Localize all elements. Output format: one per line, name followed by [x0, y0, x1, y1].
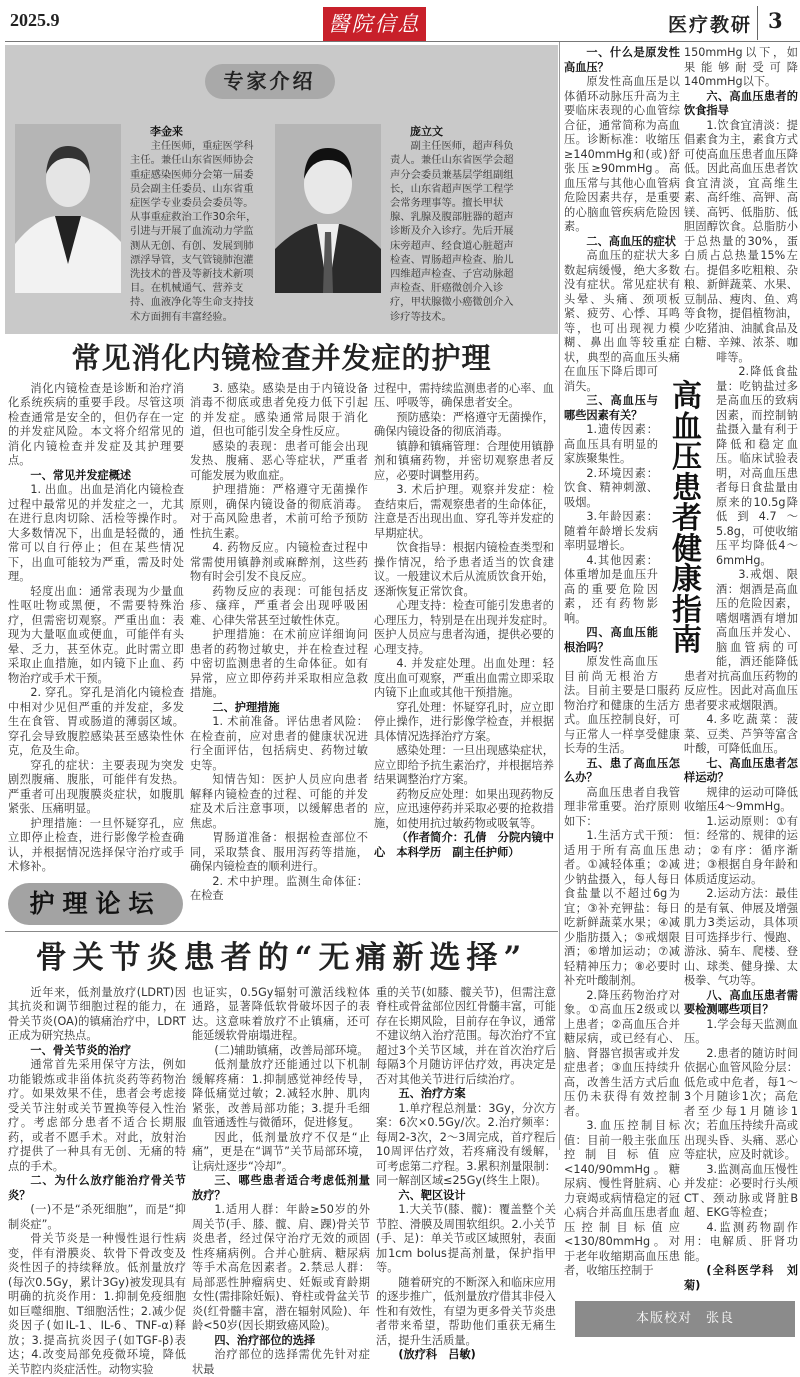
nursing-column-2 — [190, 382, 368, 925]
expert-name: 庞立文 — [410, 125, 443, 138]
paragraph: 重的关节(如膝、髋关节)，但需注意脊柱或骨盆部位因红骨髓丰富，可能存在长期风险，目前存在争议，通常不建议纳入治疗范围。每次治疗不宜超过3个关节区域，并在首次治疗后每隔3个月随访评估疗效，再决定是否对其他关节进行后续治疗。 — [376, 985, 556, 1086]
paragraph: 感染的表现：患者可能会出现发热、腹痛、恶心等症状，严重者可能发展为败血症。 — [190, 439, 368, 482]
newspaper-logo: 醫院信息 — [323, 7, 426, 41]
nursing-article-title: 常见消化内镜检查并发症的护理 — [71, 340, 492, 375]
paragraph: 1.生活方式干预：适用于所有高血压患者。①减轻体重；②减少钠盐摄入，每人每日食盐量以不超过6g为宜；③补充钾盐：每日吃新鲜蔬菜水果；④减少脂肪摄入；⑤戒烟限酒；⑥增加运动；⑦减轻精神压力；⑧必要时补充叶酸制剂。 — [564, 829, 680, 987]
hypertension-vertical-title: 高血压患者健康指南 — [672, 379, 702, 658]
expert-photo — [275, 124, 381, 293]
paragraph: 知情告知：医护人员应向患者解释内镜检查的过程、可能的并发症及术后注意事项，以缓解患者的焦虑。 — [190, 773, 368, 830]
paragraph: 治疗部位的选择需优先针对症状最 — [192, 1348, 370, 1376]
section-heading: 三、高血压与哪些因素有关？ — [564, 394, 658, 422]
arthritis-column-1 — [8, 986, 186, 1377]
paragraph: 2. 穿孔。穿孔是消化内镜检查中相对少见但严重的并发症，多发生在食管、胃或肠道的薄弱区域。穿孔会导致腹腔感染甚至感染性休克，危及生命。 — [8, 686, 184, 758]
paragraph: 4. 并发症处理。出血处理：轻度出血可观察，严重出血需立即采取内镜下止血或其他干预措施。 — [374, 657, 554, 700]
byline: （作者简介：孔倩 分院内镜中心 本科学历 副主任护师） — [374, 831, 554, 859]
paragraph: 低剂量放疗还能通过以下机制缓解疼痛：1.抑制感觉神经传导，降低痛觉过敏；2.减轻水肿、肌肉紧张，改善局部功能；3.提升毛细血管通透性与微循环，促进修复。 — [192, 1058, 370, 1130]
section-heading: 三、哪些患者适合考虑低剂量放疗？ — [192, 1174, 370, 1202]
expert-bio — [130, 125, 260, 324]
paragraph: 4.其他因素：体重增加是血压升高的重要危险因素，还有药物影响。 — [564, 553, 658, 625]
section-heading: 八、高血压患者需要检测哪些项目？ — [684, 988, 798, 1016]
paragraph: 2. 术中护理。监测生命体征：在检查 — [190, 874, 368, 903]
paragraph: 3.年龄因素：随着年龄增长发病率明显增长。 — [564, 510, 658, 552]
paragraph: 饮食指导：根据内镜检查类型和操作情况，给予患者适当的饮食建议。一般建议术后从流质饮食开始，逐渐恢复正常饮食。 — [374, 541, 554, 598]
paragraph: 因此，低剂量放疗不仅是“止痛”，更是在“调节”关节局部环境，让病灶逐步“冷却”。 — [192, 1130, 370, 1173]
paragraph: 4.监测药物副作用：电解质、肝肾功能。 — [684, 1220, 798, 1263]
expert-photo — [15, 124, 121, 293]
paragraph: 4. 药物反应。内镜检查过程中常需使用镇静剂或麻醉剂，这些药物有时会引发不良反应。 — [190, 541, 368, 584]
paragraph: 护理措施：一旦怀疑穿孔，应立即停止检查，进行影像学检查确认，并根据情况选择保守治疗或手术修补。 — [8, 816, 184, 874]
nursing-column-1-wrap — [8, 382, 184, 925]
section-heading: 五、患了高血压怎么办？ — [564, 756, 680, 784]
paragraph: 1.运动原则：①有恒：经常的、规律的运动；②有序：循序渐进；③根据自身年龄和体质适度运动。 — [684, 814, 798, 886]
byline: (全科医学科 刘菊) — [684, 1264, 798, 1292]
arthritis-column-3 — [376, 986, 556, 1377]
paragraph: 1.学会每天监测血压。 — [684, 1017, 798, 1045]
paragraph: 3. 术后护理。观察并发症：检查结束后，需观察患者的生命体征，注意是否出现出血、穿孔等并发症的早期症状。 — [374, 483, 554, 540]
issue-date: 2025.9 — [10, 10, 60, 30]
section-heading: 二、为什么放疗能治疗骨关节炎？ — [8, 1174, 186, 1202]
paragraph: 2.运动方法：最佳的是有氧、伸展及增强肌力3类运动，具体项目可选择步行、慢跑、游泳、骑车、爬楼、登山、球类、健身操、太极拳、气功等。 — [684, 887, 798, 987]
paragraph: 1. 出血。出血是消化内镜检查过程中最常见的并发症之一，尤其在进行息肉切除、活检等操作时。大多数情况下，出血是轻微的，通常可以自行停止；但在某些情况下，出血可能较为严重，需及时处理。 — [8, 483, 184, 584]
paragraph: 近年来，低剂量放疗(LDRT)因其抗炎和调节细胞过程的能力，在骨关节炎(OA)的镇痛治疗中，LDRT正成为研究热点。 — [8, 985, 186, 1043]
section-heading: 二、护理措施 — [212, 700, 280, 714]
section-heading: 一、常见并发症概述 — [30, 468, 132, 482]
paragraph: 3.血压控制目标值：目前一般主张血压控制目标值应<140/90mmHg。糖尿病、慢性肾脏病、心力衰竭或病情稳定的冠心病合并高血压患者血压控制目标值应<130/80mmHg。对于老年收缩期高血压患者，收缩压控制于 — [564, 1119, 680, 1277]
header-rule — [5, 41, 800, 42]
main-content — [5, 45, 558, 1377]
arthritis-article-title: 骨关节炎患者的“无痛新选择” — [35, 939, 528, 976]
paragraph: 3.戒烟、限酒：烟酒是高血压的危险因素，嗜烟嗜酒有增加高血压并发心、脑血管病的可能，酒还能降低患者对抗高血压药物的反应性。因此对高血压患者要求戒烟限酒。 — [684, 568, 798, 712]
paragraph: (二)辅助镇痛，改善局部环境。 — [214, 1043, 369, 1057]
section-heading: 五、治疗方案 — [398, 1087, 466, 1101]
arthritis-columns — [5, 986, 558, 1377]
paragraph: 1.遗传因素：高血压具有明显的家族聚集性。 — [564, 423, 658, 465]
nursing-column-1 — [8, 382, 184, 875]
paragraph: 2.降低食盐量：吃钠盐过多是高血压的致病因素，而控制钠盐摄入量有利于降低和稳定血压。临床试验表明，对高血压患者每日食盐量由原来的10.5g降低到4.7～5.8g，可使收缩压平均降低4～6mmHg。 — [716, 365, 798, 567]
section-heading: 四、治疗部位的选择 — [214, 1333, 316, 1347]
paragraph: 原发性高血压目前尚无根治方法。目前主要是口服药物治疗和健康的生活方式。血压控制良好，可与正常人一样享受健康长寿的生活。 — [564, 655, 680, 755]
paragraph: 穿孔的症状：主要表现为突发剧烈腹痛、腹胀，可能伴有发热。严重者可出现腹膜炎症状，如腹肌紧张、压痛明显。 — [8, 758, 184, 816]
paragraph: 消化内镜检查是诊断和治疗消化系统疾病的重要手段。尽管这项检查通常是安全的，但仍存在一定的并发症风险。本文将介绍常见的消化内镜检查并发症及其护理要点。 — [8, 381, 184, 468]
paragraph: 随着研究的不断深入和临床应用的逐步推广，低剂量放疗借其非侵入性和有效性，有望为更多骨关节炎患者带来希望，帮助他们重获无痛生活，提升生活质量。 — [376, 1275, 556, 1347]
section-heading: 六、靶区设计 — [398, 1188, 466, 1202]
paragraph: 穿孔处理：怀疑穿孔时，应立即停止操作，进行影像学检查，并根据具体情况选择治疗方案。 — [374, 700, 554, 743]
paragraph: 护理措施：在术前应详细询问患者的药物过敏史，并在检查过程中密切监测患者的生命体征。如有异常，应立即停药并采取相应急救措施。 — [190, 628, 368, 700]
hypertension-column-2-text — [684, 46, 798, 1293]
section-heading: 七、高血压患者怎样运动？ — [684, 756, 798, 784]
nursing-forum-badge: 护理论坛 — [8, 883, 183, 925]
paragraph: 1.大关节(膝、髋)：覆盖整个关节腔、滑膜及周围软组织。2.小关节(手、足)：单关节或区域照射，表面加1cm bolus提高剂量，保护指甲等。 — [376, 1203, 556, 1275]
paragraph: 2.患者的随访时间依据心血管风险分层：低危或中危者，每1～3个月随诊1次；高危者至少每1月随诊1次；若血压持续升高或出现头昏、头痛、恶心等症状，应及时就诊。 — [684, 1046, 798, 1161]
paragraph: 药物反应的表现：可能包括皮疹、瘙痒，严重者会出现呼吸困难、心律失常甚至过敏性休克。 — [190, 584, 368, 627]
paragraph: 1.适用人群：年龄≥50岁的外周关节(手、膝、髋、肩、踝)骨关节炎患者，经过保守治疗无效的顽固性疼痛病例。合并心脏病、糖尿病等手术高危因素者。2.禁忌人群：局部恶性肿瘤病史、妊娠或育龄期女性(需排除妊娠)、脊柱或骨盆关节炎(红骨髓丰富，潜在辐射风险)、年龄<50岁(因长期致癌风险)。 — [192, 1203, 370, 1333]
paragraph: 预防感染：严格遵守无菌操作，确保内镜设备的彻底消毒。 — [374, 410, 554, 439]
page-number: 3 — [768, 8, 783, 33]
hypertension-columns — [564, 46, 798, 1293]
column-divider — [559, 42, 560, 1150]
section-heading: 六、高血压患者的饮食指导 — [684, 89, 798, 117]
paragraph: 护理措施：严格遵守无菌操作原则，确保内镜设备的彻底消毒。对于高风险患者，术前可给予预防性抗生素。 — [190, 483, 368, 540]
expert-bio-text: 主任医师，重症医学科主任。兼任山东省医师协会重症感染医师分会第一届委员会副主任委员、山东省重症医学专业委员会委员等。从事重症救治工作30余年，引进与开展了血流动力学监测从无创、有创、发展到肺漂浮导管，支气管镜肺泡灌洗技术的普及等新技术新项目。在机械通气、营养支持、血液净化等生命支持技术方面拥有丰富经验。 — [130, 140, 257, 323]
paragraph: (一)不是“杀死细胞”，而是“抑制炎症”。 — [8, 1203, 186, 1231]
section-heading: 一、什么是原发性高血压？ — [564, 46, 680, 74]
paragraph: 心理支持：检查可能引发患者的心理压力，特别是在出现并发症时。医护人员应与患者沟通，提供必要的心理支持。 — [374, 599, 554, 656]
paragraph: 高血压患者自我管理非常重要。治疗原则如下： — [564, 785, 680, 828]
expert-bio — [390, 125, 520, 324]
expert-list — [5, 124, 558, 324]
expert-intro-panel — [5, 45, 558, 334]
paragraph: 也证实，0.5Gy辐射可激活线粒体通路，显著降低软骨破坏因子的表达。这意味着放疗不止镇痛，还可能延缓软骨崩塌进程。 — [192, 985, 370, 1043]
paragraph: 3.监测高血压慢性并发症：必要时行头颅CT、颈动脉或肾脏B超、EKG等检查； — [684, 1162, 798, 1219]
paragraph: 4.多吃蔬菜：菠菜、豆类、芦笋等富含叶酸，可降低血压。 — [684, 713, 798, 755]
paragraph: 原发性高血压是以体循环动脉压升高为主要临床表现的心血管综合征，通常简称为高血压。诊断标准：收缩压≥140mmHg和(或)舒张压≥90mmHg。高血压常与其他心血管病危险因素共存，是重要的心脑血管疾病危险因素。 — [564, 75, 680, 233]
paragraph: 药物反应处理：如果出现药物反应，应迅速停药并采取必要的抢救措施，如使用抗过敏药物或吸氧等。 — [374, 787, 554, 830]
article-divider — [5, 931, 558, 932]
paragraph: 过程中，需持续监测患者的心率、血压、呼吸等，确保患者安全。 — [374, 381, 554, 410]
section-heading: 一、骨关节炎的治疗 — [30, 1043, 132, 1057]
paragraph: 2.降压药物治疗对象。①高血压2级或以上患者；②高血压合并糖尿病，或已经有心、脑、肾器官损害或并发症患者；③血压持续升高，改善生活方式后血压仍未获得有效控制者。 — [564, 988, 680, 1118]
proofreader-footer: 本版校对 张良 — [575, 1301, 795, 1337]
paragraph: 2.环境因素：饮食、精神刺激、吸烟。 — [564, 466, 658, 509]
section-heading: 二、高血压的症状 — [586, 234, 676, 248]
byline: (放疗科 吕敏) — [398, 1348, 476, 1362]
section-heading: 四、高血压能根治吗？ — [564, 626, 658, 654]
paragraph: 骨关节炎是一种慢性退行性病变，伴有滑膜炎、软骨下骨改变及炎性因子的持续释放。低剂量放疗(每次0.5Gy，累计3Gy)被发现具有明确的抗炎作用：1.抑制免疫细胞如巨噬细胞、T细胞活性；2.减少促炎因子(如IL-1、IL-6、TNF-α)释放；3.提高抗炎因子(如TGF-β)表达；4.改变局部免疫微环境，降低关节腔内炎症活性。动物实验 — [8, 1232, 186, 1376]
paragraph: 规律的运动可降低收缩压4～9mmHg。 — [684, 785, 798, 813]
arthritis-column-2 — [192, 986, 370, 1377]
section-name: 医疗教研 — [668, 14, 753, 36]
nursing-columns — [5, 382, 558, 925]
paragraph: 感染处理：一旦出现感染症状，应立即给予抗生素治疗，并根据培养结果调整治疗方案。 — [374, 744, 554, 787]
paragraph: 镇静和镇痛管理：合理使用镇静剂和镇痛药物，并密切观察患者反应，必要时调整用药。 — [374, 439, 554, 482]
paragraph: 1. 术前准备。评估患者风险：在检查前，应对患者的健康状况进行全面评估，包括病史、药物过敏史等。 — [190, 715, 368, 772]
paragraph: 通常首先采用保守方法，例如功能锻炼或非甾体抗炎药等药物治疗。如果效果不佳，患者会考虑接受关节注射或关节置换等侵入性治疗。考虑部分患者不适合长期服药，或者不愿手术。对此，放射治疗提供了一种具有无创、无痛的特点的手术。 — [8, 1058, 186, 1173]
expert-name: 李金来 — [150, 125, 183, 138]
paragraph: 150mmHg以下，如果能够耐受可降140mmHg以下。 — [684, 46, 798, 88]
hypertension-sidebar — [564, 46, 798, 1337]
hypertension-column-1 — [564, 46, 680, 1293]
expert-intro-title: 专家介绍 — [205, 64, 335, 99]
header-divider — [757, 6, 758, 40]
hypertension-column-2 — [684, 46, 798, 1293]
paragraph: 1.饮食宜清淡：提倡素食为主，素食方式可使高血压患者血压降低。因此高血压患者饮食宜清淡，宜高维生素、高纤维、高钾、高镁、高钙、低脂肪、低胆固醇饮食。总脂肪小于总热量的30%，蛋白质占总热量15%左右。提倡多吃粗粮、杂粮、新鲜蔬菜、水果、豆制品、瘦肉、鱼、鸡等食物，提倡植物油，少吃猪油、油腻食品及白糖、辛辣、浓茶、咖啡等。 — [684, 118, 798, 364]
paragraph: 胃肠道准备：根据检查部位不同，采取禁食、服用泻药等措施，确保内镜检查的顺利进行。 — [190, 831, 368, 874]
paragraph: 1.单疗程总剂量：3Gy，分次方案：6次×0.5Gy/次。2.治疗频率：每周2-3次，2～3周完成，首疗程后10周评估疗效，若疼痛没有缓解，可考虑第二疗程。3.累积剂量限制：同一解剖区域≤25Gy(终生上限)。 — [376, 1101, 556, 1188]
paragraph: 高血压的症状大多数起病缓慢，绝大多数没有症状。常见症状有头晕、头痛、颈项板紧、疲劳、心悸、耳鸣等，也可出现视力模糊、鼻出血等较重症状，典型的高血压头痛在血压下降后即可消失。 — [564, 249, 680, 393]
expert-bio-text: 副主任医师，超声科负责人。兼任山东省医学会超声分会委员兼基层学组副组长，山东省超声医学工程学会常务理事等。擅长甲状腺、乳腺及腹部脏器的超声诊断及介入诊疗。先后开展床旁超声、经食道心脏超声检查、胃肠超声检查、胎儿四维超声检查、子宫动脉超声检查、肝癌微创介入诊疗，甲状腺微小癌微创介入诊疗等技术。 — [390, 140, 514, 323]
nursing-column-3 — [374, 382, 554, 925]
paragraph: 3. 感染。感染是由于内镜设备消毒不彻底或患者免疫力低下引起的并发症。感染通常局限于消化道，但也可能引发全身性反应。 — [190, 381, 368, 439]
paragraph: 轻度出血：通常表现为少量血性呕吐物或黑便，不需要特殊治疗，但需密切观察。严重出血：表现为大量呕血或便血，可能伴有头晕、乏力，甚至休克。此时需立即采取止血措施，如内镜下止血、药物治疗或手术干预。 — [8, 584, 184, 685]
